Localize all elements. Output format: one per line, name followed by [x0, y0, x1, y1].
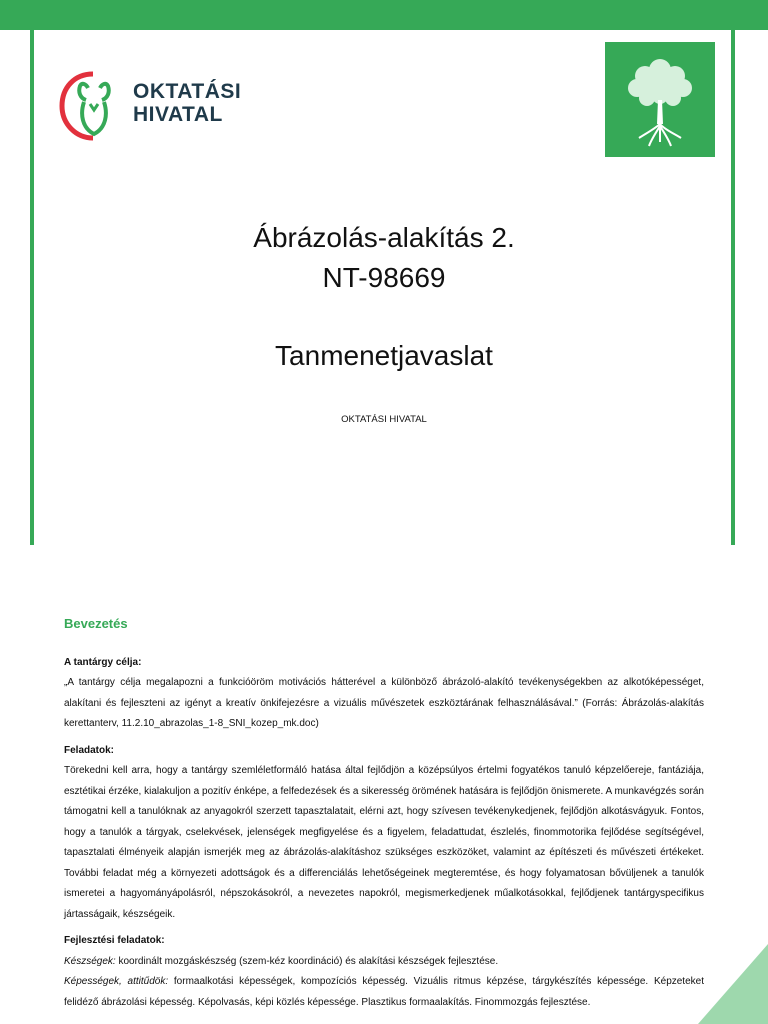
divider-line — [0, 30, 768, 31]
tree-emblem — [605, 42, 715, 157]
development-label: Fejlesztési feladatok: — [64, 935, 165, 946]
abilities-label: Képességek, attitűdök: — [64, 976, 169, 987]
document-code: NT-98669 — [322, 262, 446, 293]
logo-line-2: HIVATAL — [133, 103, 223, 126]
document-subtitle: Tanmenetjavaslat — [275, 340, 493, 371]
introduction-section — [64, 600, 704, 1013]
logo-wordmark — [133, 80, 241, 126]
tree-icon — [605, 42, 715, 157]
skills-paragraph — [64, 952, 704, 973]
skills-text: koordinált mozgáskészség (szem-kéz koordináció) és alakítási készségek fejlesztése. — [115, 955, 499, 967]
abilities-text: formaalkotási képességek, kompozíciós képesség. Vizuális ritmus képzése, tárgykészítés képessége. Képzeteket felidéző ábrázolási képesség. Képolvasás, képi közlés képessége. Plasztikus formaalakítás. Finommozgás fejlesztése. — [64, 976, 704, 1008]
corner-decoration — [698, 944, 768, 1024]
logo-line-1: OKTATÁSI — [133, 80, 242, 103]
tasks-paragraph: Törekedni kell arra, hogy a tantárgy szemléletformáló hatása által fejlődjön a középsúlyos értelmi fogyatékos tanuló képzelőereje, fantáziája, esztétikai érzéke, kialakuljon a pozitív énképe, a felfedezések és a sikeresség örömének hatására is fejlődjön önismerete. A munkavégzés során támogatni kell a tanulóknak az anyagokról szerzett tapasztalatait, elérni azt, hogy szívesen tevékenykedjenek, fejlődjön alkotásvágyuk. Fontos, hogy a tanulók a tárgyak, cselekvések, jelenségek megfigyelése és a figyelem, feladattudat, észlelés, finommotorika fejlődése segítségével, tapasztalati élményeik alapján ismerjék meg az ábrázolás-alakításhoz szükséges eszközöket, valamint az építészeti és művészeti értékeket. További feladat még a környezeti adottságok és a differenciálás lehetőségeinek megteremtése, és hogy folyamatosan bővüljenek a tanulók ismeretei a hagyományápolásról, népszokásokról, a nevezetes napokról, megismerkedjenek műalkotásokkal, fejlődjenek tantárgyspecifikus jártasságaik, készségeik. — [64, 765, 704, 920]
publisher-name: OKTATÁSI HIVATAL — [341, 414, 427, 425]
skills-label: Készségek: — [64, 955, 116, 967]
tasks-label: Feladatok: — [64, 744, 115, 756]
document-title: Ábrázolás-alakítás 2. — [253, 222, 515, 253]
section-heading: Bevezetés — [64, 616, 128, 631]
top-green-bar — [0, 0, 768, 30]
goal-label: A tantárgy célja: — [64, 656, 142, 668]
abilities-paragraph — [64, 972, 704, 1013]
goal-paragraph: „A tantárgy célja megalapozni a funkcióöröm motivációs hátterével a különböző ábrázoló-alakító tevékenységekben az alkotóképességet, alakítani és fejleszteni az igényt a kreatív önkifejezésre a vizuális művészetek eszköztárának felhasználásával.” (Forrás: Ábrázolás-alakítás kerettanterv, 11.2.10_abrazolas_1-8_SNI_kozep_mk.doc) — [64, 677, 704, 729]
